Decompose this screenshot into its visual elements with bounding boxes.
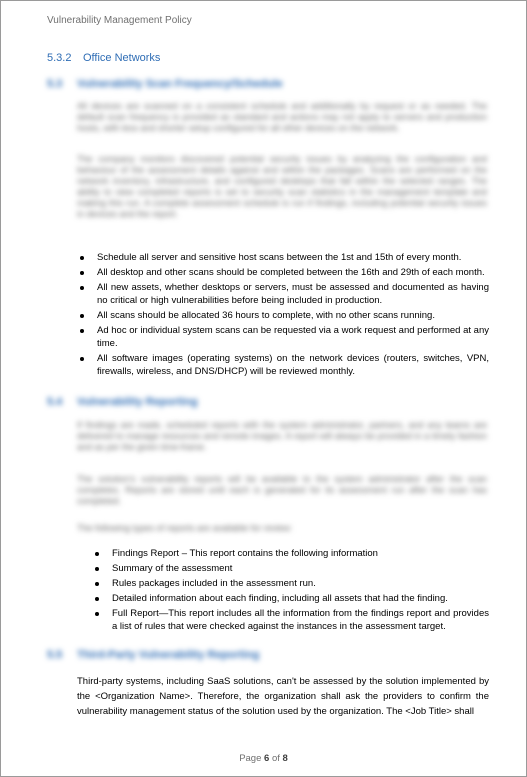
blurred-heading-number: 5.3 [47, 78, 63, 90]
blurred-heading-title: Vulnerability Scan Frequency/Schedule [77, 78, 283, 90]
list-item: All scans should be allocated 36 hours to complete, with no other scans running. [77, 309, 489, 322]
blurred-paragraph: The company monitors discovered potential security issues by analyzing the configuration and behaviour of the assessment details against and within the packages. Scans are performed on the network inventory, infrastructure, and configured desktops that fall within the selected ranges. The ability to view completed reports is set to security scan statistics in the management template and making this run. A complete assessment schedule is run if findings, including potential security issues in devices and the report. [77, 154, 487, 219]
list-item: All desktop and other scans should be completed between the 16th and 29th of each month. [77, 266, 489, 279]
footer-prefix: Page [239, 753, 265, 764]
section-number: 5.3.2 [47, 52, 72, 64]
blurred-heading-title: Third-Party Vulnerability Reporting [77, 649, 260, 661]
list-item: Schedule all server and sensitive host scans between the 1st and 15th of every month. [77, 251, 489, 264]
list-item: Ad hoc or individual system scans can be requested via a work request and performed at any time. [77, 324, 489, 350]
footer-separator: of [269, 753, 283, 764]
blurred-paragraph: The solution's vulnerability reports will be available to the system administrator after the scan completes. Reports are stored until each is generated for its assessment run after the scan has completed. [77, 474, 487, 506]
list-item: All software images (operating systems) on the network devices (routers, switches, VPN, firewalls, wireless, and DNS/DHCP) will be reviewed monthly. [77, 352, 489, 378]
blurred-heading-number: 5.4 [47, 396, 63, 408]
third-party-paragraph: Third-party systems, including SaaS solutions, can't be assessed by the solution implemented by the <Organization Name>. Therefore, the organization shall ask the providers to confirm the vulnerability management status of the solution used by the organization. The <Job Title> shall [77, 676, 489, 717]
blurred-heading-title: Vulnerability Reporting [77, 396, 198, 408]
list-item: Full Report—This report includes all the information from the findings report and provides a list of rules that were checked against the instances in the assessment target. [92, 607, 489, 633]
list-item: Rules packages included in the assessment run. [92, 577, 489, 590]
section-title: Office Networks [83, 52, 161, 64]
list-item: All new assets, whether desktops or servers, must be assessed and documented as having no critical or high vulnerabilities before being included in production. [77, 281, 489, 307]
report-types-list [92, 547, 489, 635]
page-footer [1, 753, 526, 764]
blurred-paragraph: All devices are scanned on a consistent schedule and additionally by request or as needed. The default scan frequency is provided as standard and actions may not apply to servers and production hosts, with less and shorter setup configured for all other devices on the network. [77, 101, 487, 133]
blurred-paragraph: The following types of reports are available for review: [77, 523, 293, 533]
blurred-paragraph: If findings are made, scheduled reports with the system administrator, partners, and any teams are delivered to manage resources and remote images. A report will always be provided in a timely fashion and as per the given time-frame. [77, 420, 487, 452]
list-item: Findings Report – This report contains the following information [92, 547, 489, 560]
current-page-number: 6 [264, 753, 270, 764]
list-item: Summary of the assessment [92, 562, 489, 575]
total-page-count: 8 [282, 753, 288, 764]
blurred-heading-reporting [47, 396, 198, 408]
scan-schedule-list [77, 251, 489, 380]
section-heading [47, 52, 160, 64]
blurred-heading-scan-schedule [47, 78, 283, 90]
running-header: Vulnerability Management Policy [47, 15, 192, 26]
blurred-heading-number: 5.5 [47, 649, 63, 661]
blurred-heading-third-party [47, 649, 259, 661]
list-item: Detailed information about each finding, including all assets that had the finding. [92, 592, 489, 605]
